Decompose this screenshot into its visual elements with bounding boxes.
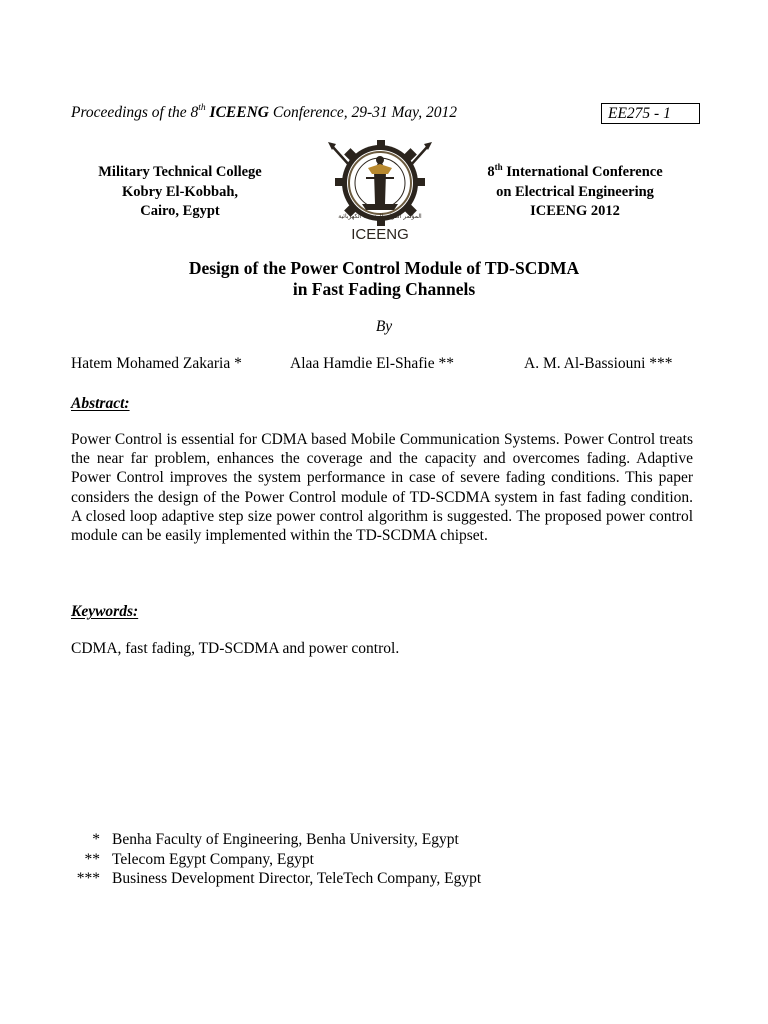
conference-ordinal-sup: th — [494, 162, 503, 172]
iceeng-emblem-icon — [318, 138, 442, 244]
proceedings-header — [71, 104, 457, 122]
footnote-mark: * — [92, 831, 100, 848]
footnote-row — [72, 869, 481, 889]
conference-line-1-rest: International Conference — [502, 164, 663, 180]
host-line-2: Kobry El-Kobbah, — [121, 183, 239, 200]
logo-text: ICEENG — [351, 226, 409, 243]
keywords-body: CDMA, fast fading, TD-SCDMA and power control. — [71, 640, 400, 657]
logo-arabic-caption: المؤتمر الدولي للهندسة الكهربائية — [338, 213, 422, 220]
host-line-3: Cairo, Egypt — [140, 203, 220, 219]
footnote-text: Business Development Director, TeleTech Company, Egypt — [112, 870, 482, 887]
footnote-mark: ** — [84, 850, 100, 868]
title-line-1: Design of the Power Control Module of TD-SCDMA — [188, 258, 580, 278]
host-affiliation — [60, 163, 300, 222]
keywords-heading: Keywords: — [71, 603, 139, 620]
abstract-heading: Abstract: — [71, 395, 130, 412]
footnote-text: Telecom Egypt Company, Egypt — [112, 850, 314, 868]
title-line-2: in Fast Fading Channels — [292, 278, 476, 299]
footnote-row — [72, 830, 481, 850]
paper-code-box: EE275 - 1 — [601, 103, 700, 124]
proceedings-sup: th — [198, 103, 206, 113]
abstract-body: Power Control is essential for CDMA based Mobile Communication Systems. Power Control treats the near far problem, enhances the coverage and the capacity and overcomes fading. Adaptive Power Control improves the system performance in case of severe fading conditions. This paper considers the design of the Power Control module of TD-SCDMA system in fast fading condition. A closed loop adaptive step size power control algorithm is suggested. The proposed power control module can be easily implemented within the TD-SCDMA chipset. — [71, 431, 693, 545]
author-1: Hatem Mohamed Zakaria * — [71, 355, 242, 372]
footnote-row — [72, 850, 481, 870]
conference-line-2: on Electrical Engineering — [496, 183, 654, 200]
proceedings-prefix: Proceedings of the 8 — [71, 104, 199, 121]
author-3: A. M. Al-Bassiouni *** — [524, 355, 673, 372]
conference-line-1 — [455, 163, 695, 183]
paper-title — [0, 258, 768, 299]
footnote-mark: *** — [76, 870, 100, 887]
author-2: Alaa Hamdie El-Shafie ** — [290, 355, 454, 372]
host-line-1: Military Technical College — [98, 164, 262, 180]
conference-line-3: ICEENG 2012 — [530, 203, 620, 219]
footnote-text: Benha Faculty of Engineering, Benha University, Egypt — [112, 831, 459, 848]
by-label: By — [375, 318, 393, 335]
author-footnotes — [72, 830, 481, 889]
conference-ordinal-number: 8 — [487, 164, 495, 180]
proceedings-suffix: Conference, 29-31 May, 2012 — [268, 104, 457, 121]
proceedings-conf: ICEENG — [205, 104, 269, 121]
conference-affiliation — [455, 163, 695, 222]
